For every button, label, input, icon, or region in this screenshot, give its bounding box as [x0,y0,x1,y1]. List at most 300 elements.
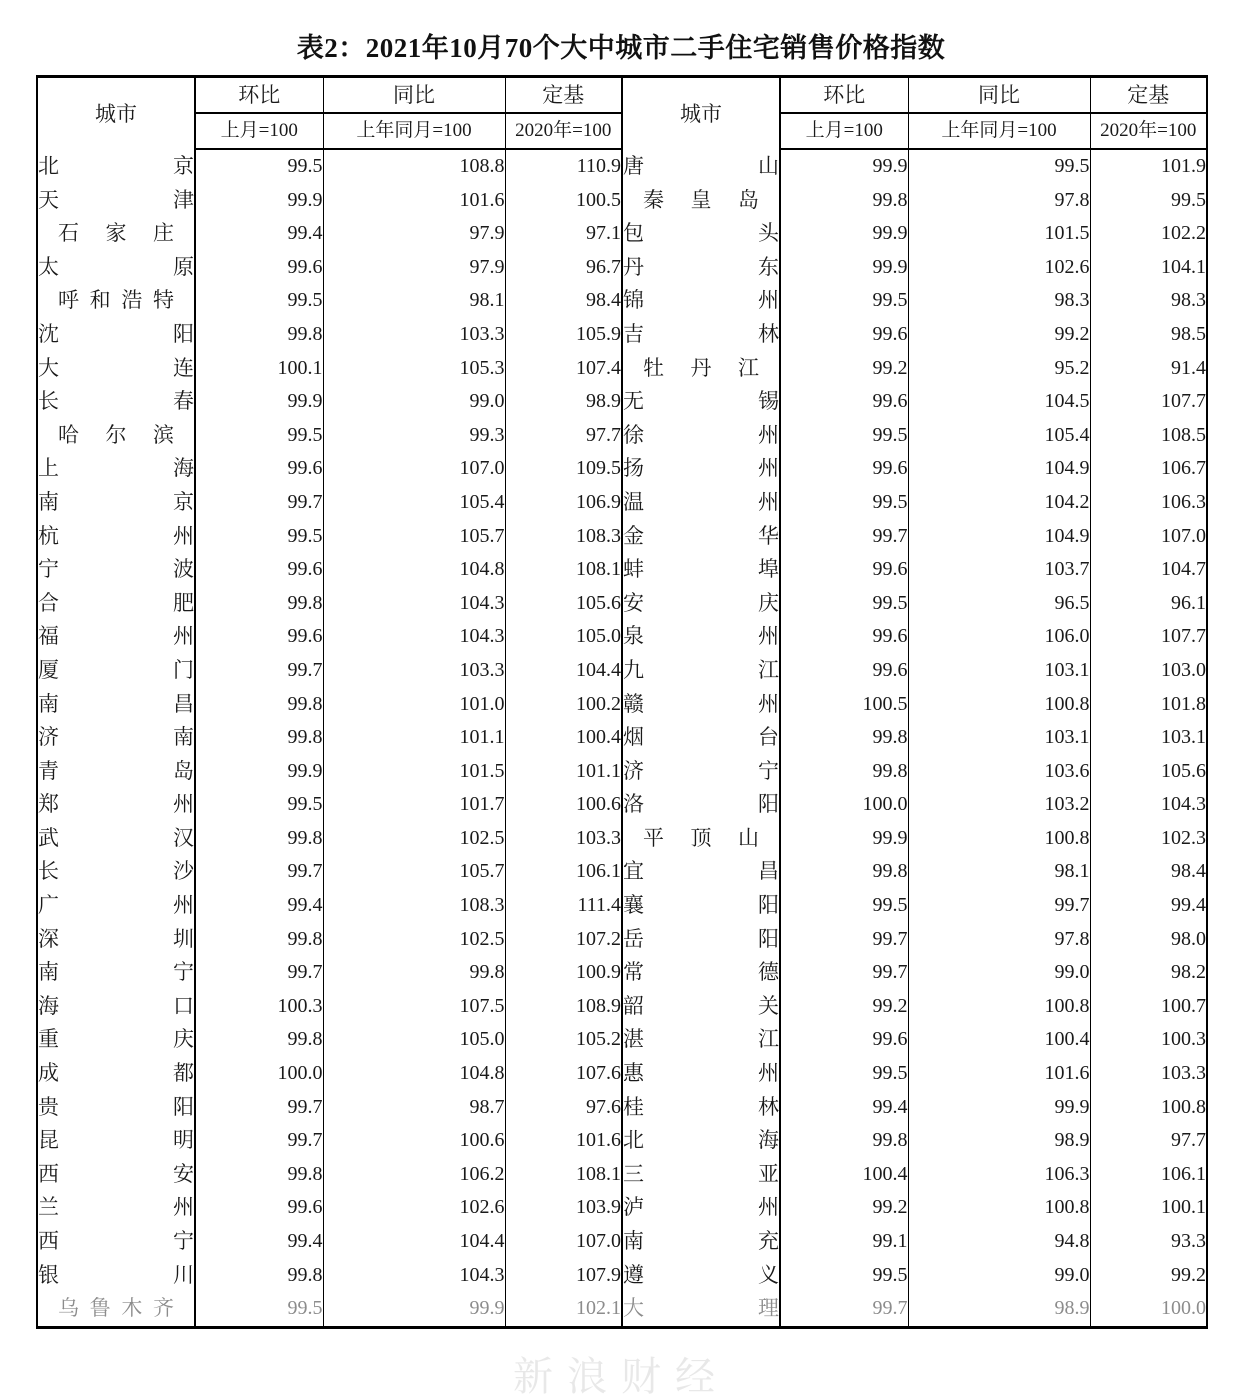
cell-yoy: 96.5 [908,587,1090,621]
cell-mom: 99.7 [195,855,323,889]
cell-city: 锦 州 [622,284,780,318]
cell-mom: 99.7 [780,956,908,990]
cell-yoy: 101.5 [323,755,505,789]
table-row [37,990,1207,1024]
cell-yoy: 101.7 [323,788,505,822]
cell-fixed: 104.7 [1090,553,1207,587]
cell-yoy: 101.0 [323,688,505,722]
table-row [37,553,1207,587]
cell-mom: 99.5 [195,284,323,318]
table-row [37,520,1207,554]
cell-mom: 99.6 [195,251,323,285]
cell-city: 西 安 [37,1158,195,1192]
cell-mom: 99.5 [195,1292,323,1327]
cell-fixed: 98.0 [1090,923,1207,957]
cell-yoy: 106.0 [908,620,1090,654]
cell-city: 三 亚 [622,1158,780,1192]
cell-fixed: 108.5 [1090,419,1207,453]
cell-mom: 99.6 [780,318,908,352]
cell-city: 常 德 [622,956,780,990]
table-header [37,77,1207,150]
table-row [37,184,1207,218]
table-row [37,149,1207,184]
cell-fixed: 99.2 [1090,1259,1207,1293]
cell-mom: 99.8 [780,855,908,889]
cell-city: 扬 州 [622,452,780,486]
table-row [37,419,1207,453]
header-basis-yoy-left: 上年同月=100 [323,113,505,149]
cell-fixed: 98.5 [1090,318,1207,352]
cell-fixed: 103.9 [505,1191,622,1225]
cell-fixed: 93.3 [1090,1225,1207,1259]
cell-city: 包 头 [622,217,780,251]
cell-yoy: 99.0 [908,956,1090,990]
cell-mom: 99.6 [780,452,908,486]
table-row [37,1023,1207,1057]
cell-city: 北 海 [622,1124,780,1158]
cell-fixed: 100.1 [1090,1191,1207,1225]
cell-yoy: 99.5 [908,149,1090,184]
cell-fixed: 106.1 [505,855,622,889]
cell-yoy: 101.5 [908,217,1090,251]
cell-city: 贵 阳 [37,1091,195,1125]
cell-fixed: 109.5 [505,452,622,486]
cell-city: 韶 关 [622,990,780,1024]
cell-fixed: 91.4 [1090,352,1207,386]
cell-mom: 99.5 [780,284,908,318]
table-row [37,1225,1207,1259]
cell-yoy: 105.4 [908,419,1090,453]
header-group-yoy-right: 同比 [908,77,1090,114]
cell-fixed: 100.7 [1090,990,1207,1024]
cell-yoy: 103.3 [323,318,505,352]
cell-yoy: 105.7 [323,520,505,554]
cell-city: 泸 州 [622,1191,780,1225]
cell-yoy: 105.7 [323,855,505,889]
cell-city: 武 汉 [37,822,195,856]
cell-yoy: 100.8 [908,990,1090,1024]
cell-yoy: 98.7 [323,1091,505,1125]
cell-yoy: 101.6 [323,184,505,218]
cell-fixed: 98.4 [505,284,622,318]
cell-mom: 99.6 [780,553,908,587]
table-row [37,923,1207,957]
cell-fixed: 100.5 [505,184,622,218]
cell-yoy: 97.8 [908,923,1090,957]
cell-fixed: 98.3 [1090,284,1207,318]
cell-city: 温 州 [622,486,780,520]
cell-city: 南 宁 [37,956,195,990]
cell-yoy: 104.8 [323,1057,505,1091]
cell-mom: 99.6 [780,1023,908,1057]
table-row [37,1292,1207,1327]
cell-yoy: 106.3 [908,1158,1090,1192]
cell-yoy: 99.9 [323,1292,505,1327]
cell-city: 重 庆 [37,1023,195,1057]
cell-mom: 99.5 [780,889,908,923]
table-row [37,1158,1207,1192]
cell-city: 沈 阳 [37,318,195,352]
cell-fixed: 100.0 [1090,1292,1207,1327]
cell-fixed: 100.4 [505,721,622,755]
cell-yoy: 104.3 [323,620,505,654]
cell-mom: 99.8 [195,1259,323,1293]
table-row [37,385,1207,419]
cell-city: 蚌 埠 [622,553,780,587]
cell-city: 丹 东 [622,251,780,285]
cell-yoy: 102.5 [323,822,505,856]
table-row [37,620,1207,654]
cell-yoy: 97.9 [323,217,505,251]
cell-city: 西 宁 [37,1225,195,1259]
cell-fixed: 106.1 [1090,1158,1207,1192]
cell-yoy: 102.6 [908,251,1090,285]
cell-city: 大 理 [622,1292,780,1327]
cell-city: 桂 林 [622,1091,780,1125]
table-row [37,1091,1207,1125]
cell-city: 乌鲁木齐 [37,1292,195,1327]
table-row [37,452,1207,486]
cell-mom: 99.2 [780,352,908,386]
cell-city: 秦 皇 岛 [622,184,780,218]
cell-mom: 99.5 [195,419,323,453]
cell-city: 安 庆 [622,587,780,621]
cell-city: 遵 义 [622,1259,780,1293]
cell-mom: 99.6 [195,1191,323,1225]
header-basis-yoy-right: 上年同月=100 [908,113,1090,149]
cell-fixed: 100.2 [505,688,622,722]
cell-mom: 99.5 [780,1259,908,1293]
table-row [37,1259,1207,1293]
cell-mom: 99.6 [195,452,323,486]
header-city-left: 城市 [37,77,195,150]
cell-fixed: 99.4 [1090,889,1207,923]
cell-city: 洛 阳 [622,788,780,822]
cell-mom: 99.4 [195,1225,323,1259]
header-basis-fixed-left: 2020年=100 [505,113,622,149]
cell-city: 福 州 [37,620,195,654]
cell-yoy: 103.2 [908,788,1090,822]
cell-yoy: 102.6 [323,1191,505,1225]
cell-fixed: 106.9 [505,486,622,520]
cell-mom: 99.7 [195,1124,323,1158]
cell-mom: 99.8 [780,721,908,755]
watermark: 新浪财经 [513,1355,729,1399]
cell-fixed: 107.7 [1090,385,1207,419]
table-row [37,889,1207,923]
cell-city: 南 充 [622,1225,780,1259]
cell-mom: 99.6 [195,553,323,587]
table-row [37,956,1207,990]
cell-mom: 99.5 [780,1057,908,1091]
cell-city: 济 南 [37,721,195,755]
cell-fixed: 102.2 [1090,217,1207,251]
cell-fixed: 101.9 [1090,149,1207,184]
cell-city: 厦 门 [37,654,195,688]
cell-yoy: 104.9 [908,520,1090,554]
cell-mom: 100.0 [195,1057,323,1091]
cell-mom: 100.1 [195,352,323,386]
cell-mom: 99.9 [780,822,908,856]
cell-mom: 99.4 [780,1091,908,1125]
cell-yoy: 99.0 [908,1259,1090,1293]
cell-mom: 100.3 [195,990,323,1024]
table-body [37,149,1207,1327]
cell-city: 深 圳 [37,923,195,957]
cell-yoy: 99.2 [908,318,1090,352]
cell-fixed: 104.4 [505,654,622,688]
cell-mom: 99.4 [195,217,323,251]
cell-city: 大 连 [37,352,195,386]
cell-mom: 99.7 [780,1292,908,1327]
header-group-mom-left: 环比 [195,77,323,114]
cell-yoy: 100.6 [323,1124,505,1158]
table-row [37,217,1207,251]
cell-mom: 99.8 [195,587,323,621]
cell-city: 太 原 [37,251,195,285]
cell-mom: 99.5 [780,419,908,453]
cell-yoy: 97.9 [323,251,505,285]
cell-city: 岳 阳 [622,923,780,957]
cell-city: 长 沙 [37,855,195,889]
cell-mom: 99.8 [780,184,908,218]
cell-city: 吉 林 [622,318,780,352]
cell-city: 湛 江 [622,1023,780,1057]
cell-yoy: 107.0 [323,452,505,486]
cell-yoy: 108.3 [323,889,505,923]
cell-city: 烟 台 [622,721,780,755]
cell-fixed: 108.9 [505,990,622,1024]
cell-yoy: 104.9 [908,452,1090,486]
cell-fixed: 105.0 [505,620,622,654]
cell-yoy: 98.1 [908,855,1090,889]
cell-mom: 99.6 [195,620,323,654]
cell-mom: 99.4 [195,889,323,923]
cell-mom: 99.2 [780,990,908,1024]
cell-yoy: 104.4 [323,1225,505,1259]
cell-city: 襄 阳 [622,889,780,923]
cell-fixed: 97.7 [1090,1124,1207,1158]
cell-city: 合 肥 [37,587,195,621]
cell-yoy: 101.6 [908,1057,1090,1091]
cell-mom: 99.7 [780,520,908,554]
cell-fixed: 97.6 [505,1091,622,1125]
cell-fixed: 98.9 [505,385,622,419]
cell-city: 九 江 [622,654,780,688]
cell-fixed: 106.3 [1090,486,1207,520]
cell-mom: 99.5 [780,587,908,621]
cell-yoy: 105.0 [323,1023,505,1057]
cell-yoy: 104.2 [908,486,1090,520]
cell-fixed: 100.9 [505,956,622,990]
cell-mom: 99.7 [195,1091,323,1125]
cell-fixed: 100.8 [1090,1091,1207,1125]
table-row [37,788,1207,822]
cell-fixed: 107.2 [505,923,622,957]
table-row [37,1191,1207,1225]
cell-fixed: 98.2 [1090,956,1207,990]
cell-fixed: 111.4 [505,889,622,923]
cell-yoy: 97.8 [908,184,1090,218]
cell-yoy: 94.8 [908,1225,1090,1259]
header-group-fixed-left: 定基 [505,77,622,114]
cell-yoy: 107.5 [323,990,505,1024]
cell-mom: 99.6 [780,620,908,654]
cell-city: 惠 州 [622,1057,780,1091]
header-basis-mom-right: 上月=100 [780,113,908,149]
cell-yoy: 108.8 [323,149,505,184]
cell-city: 呼和浩特 [37,284,195,318]
cell-yoy: 100.8 [908,1191,1090,1225]
cell-fixed: 103.0 [1090,654,1207,688]
header-basis-mom-left: 上月=100 [195,113,323,149]
table-row [37,688,1207,722]
cell-mom: 99.5 [195,788,323,822]
table-row [37,251,1207,285]
cell-mom: 99.9 [195,385,323,419]
cell-fixed: 100.3 [1090,1023,1207,1057]
cell-fixed: 101.6 [505,1124,622,1158]
cell-city: 哈 尔 滨 [37,419,195,453]
cell-city: 徐 州 [622,419,780,453]
cell-fixed: 110.9 [505,149,622,184]
cell-mom: 99.8 [780,1124,908,1158]
cell-yoy: 102.5 [323,923,505,957]
cell-city: 海 口 [37,990,195,1024]
page-title: 表2：2021年10月70个大中城市二手住宅销售价格指数 [296,33,946,63]
cell-yoy: 105.4 [323,486,505,520]
cell-mom: 99.5 [780,486,908,520]
header-row-group [37,77,1207,114]
cell-fixed: 99.5 [1090,184,1207,218]
cell-mom: 99.8 [195,688,323,722]
cell-fixed: 108.3 [505,520,622,554]
cell-fixed: 107.0 [1090,520,1207,554]
cell-mom: 100.5 [780,688,908,722]
cell-mom: 99.6 [780,654,908,688]
cell-fixed: 105.6 [505,587,622,621]
header-basis-fixed-right: 2020年=100 [1090,113,1207,149]
cell-mom: 99.8 [780,755,908,789]
table-container [0,75,1242,1329]
cell-fixed: 103.3 [1090,1057,1207,1091]
cell-yoy: 104.8 [323,553,505,587]
cell-fixed: 104.3 [1090,788,1207,822]
cell-mom: 99.6 [780,385,908,419]
cell-mom: 100.4 [780,1158,908,1192]
price-index-table [36,75,1208,1329]
cell-fixed: 101.8 [1090,688,1207,722]
cell-yoy: 104.3 [323,587,505,621]
cell-city: 兰 州 [37,1191,195,1225]
cell-fixed: 104.1 [1090,251,1207,285]
cell-mom: 99.9 [195,184,323,218]
table-row [37,721,1207,755]
table-row [37,822,1207,856]
cell-yoy: 98.9 [908,1124,1090,1158]
cell-city: 天 津 [37,184,195,218]
cell-yoy: 103.1 [908,654,1090,688]
cell-yoy: 103.3 [323,654,505,688]
table-row [37,587,1207,621]
cell-city: 北 京 [37,149,195,184]
header-group-mom-right: 环比 [780,77,908,114]
cell-fixed: 103.3 [505,822,622,856]
cell-yoy: 103.1 [908,721,1090,755]
cell-fixed: 102.3 [1090,822,1207,856]
cell-city: 唐 山 [622,149,780,184]
cell-fixed: 100.6 [505,788,622,822]
cell-mom: 99.8 [195,721,323,755]
cell-fixed: 106.7 [1090,452,1207,486]
cell-yoy: 98.9 [908,1292,1090,1327]
cell-fixed: 97.7 [505,419,622,453]
cell-yoy: 98.1 [323,284,505,318]
cell-mom: 99.5 [195,520,323,554]
cell-yoy: 104.5 [908,385,1090,419]
cell-fixed: 98.4 [1090,855,1207,889]
cell-mom: 99.8 [195,822,323,856]
cell-mom: 99.5 [195,149,323,184]
cell-mom: 99.9 [780,251,908,285]
cell-mom: 100.0 [780,788,908,822]
cell-yoy: 100.8 [908,822,1090,856]
cell-city: 牡 丹 江 [622,352,780,386]
cell-mom: 99.7 [195,486,323,520]
cell-fixed: 107.6 [505,1057,622,1091]
cell-city: 泉 州 [622,620,780,654]
cell-fixed: 107.7 [1090,620,1207,654]
cell-fixed: 107.9 [505,1259,622,1293]
cell-fixed: 96.1 [1090,587,1207,621]
cell-yoy: 100.4 [908,1023,1090,1057]
cell-city: 平 顶 山 [622,822,780,856]
cell-fixed: 107.0 [505,1225,622,1259]
cell-city: 长 春 [37,385,195,419]
cell-mom: 99.9 [780,149,908,184]
cell-city: 昆 明 [37,1124,195,1158]
cell-mom: 99.7 [195,654,323,688]
cell-fixed: 107.4 [505,352,622,386]
cell-city: 无 锡 [622,385,780,419]
cell-yoy: 99.3 [323,419,505,453]
cell-fixed: 105.9 [505,318,622,352]
cell-city: 南 京 [37,486,195,520]
cell-yoy: 101.1 [323,721,505,755]
cell-city: 广 州 [37,889,195,923]
cell-city: 南 昌 [37,688,195,722]
cell-fixed: 97.1 [505,217,622,251]
header-group-fixed-right: 定基 [1090,77,1207,114]
cell-mom: 99.8 [195,1158,323,1192]
table-row [37,352,1207,386]
cell-fixed: 105.2 [505,1023,622,1057]
cell-yoy: 95.2 [908,352,1090,386]
table-row [37,855,1207,889]
table-row [37,284,1207,318]
cell-city: 银 川 [37,1259,195,1293]
cell-yoy: 99.8 [323,956,505,990]
cell-yoy: 99.7 [908,889,1090,923]
table-row [37,486,1207,520]
table-row [37,318,1207,352]
cell-yoy: 99.9 [908,1091,1090,1125]
cell-mom: 99.9 [780,217,908,251]
cell-city: 济 宁 [622,755,780,789]
cell-yoy: 105.3 [323,352,505,386]
cell-mom: 99.1 [780,1225,908,1259]
cell-yoy: 103.7 [908,553,1090,587]
